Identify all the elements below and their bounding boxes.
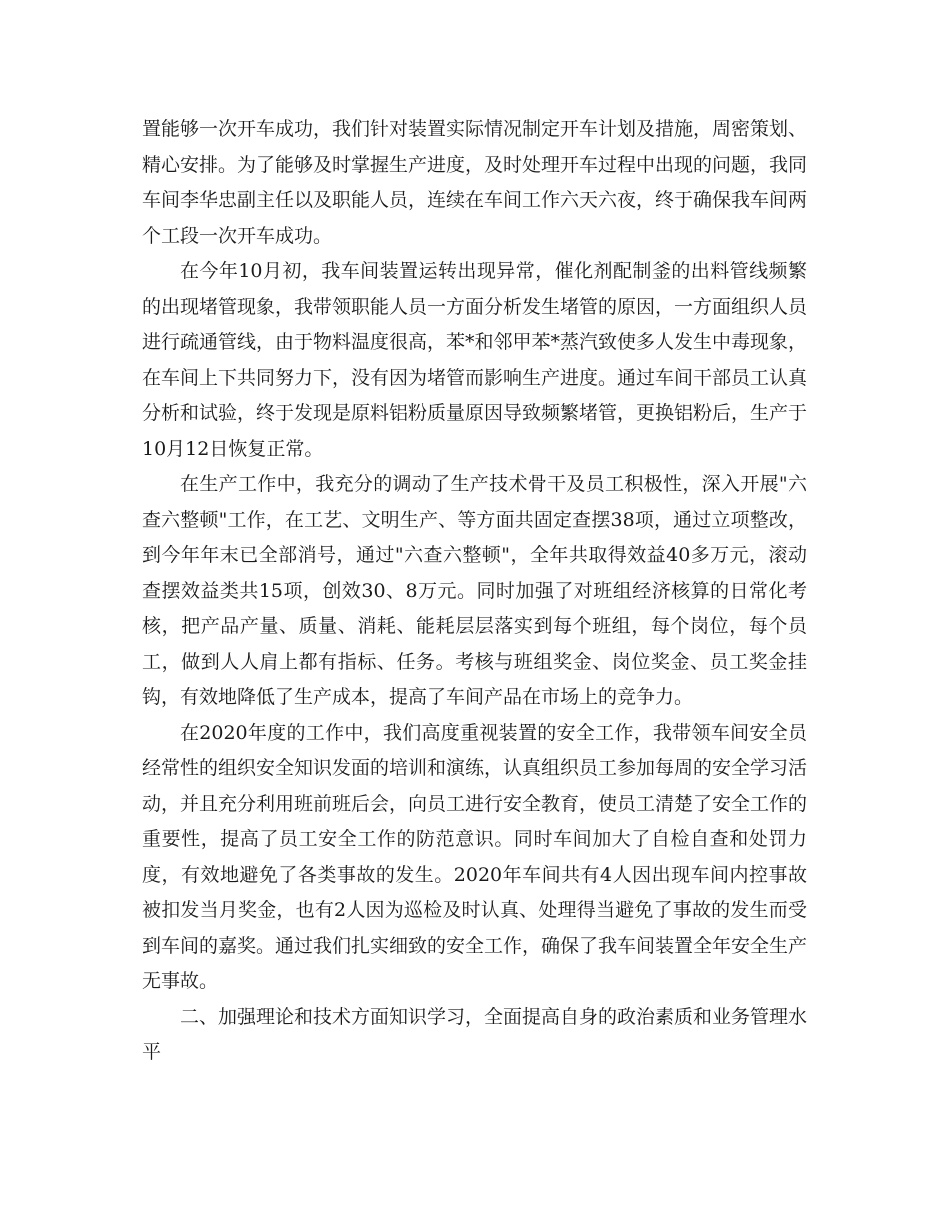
- section-heading-learning: 二、加强理论和技术方面知识学习，全面提高自身的政治素质和业务管理水平: [142, 1005, 808, 1063]
- paragraph-production-work: 在生产工作中，我充分的调动了生产技术骨干及员工积极性，深入开展"六查六整顿"工作，在工艺、文明生产、等方面共固定查摆38项，通过立项整改，到今年年末已全部消号，通过"六查六整顿"，全年共取得效益40多万元，滚动查摆效益类共15项，创效30、8万元。同时加强了对班组经济核算的日常化考核，把产品产量、质量、消耗、能耗层层落实到每个班组，每个岗位，每个员工，做到人人肩上都有指标、任务。考核与班组奖金、岗位奖金、员工奖金挂钩，有效地降低了生产成本，提高了车间产品在市场上的竞争力。: [142, 473, 807, 708]
- paragraph-startup: 置能够一次开车成功，我们针对装置实际情况制定开车计划及措施，周密策划、精心安排。为了能够及时掌握生产进度，及时处理开车过程中出现的问题，我同车间李华忠副主任以及职能人员，连续在车间工作六天六夜，终于确保我车间两个工段一次开车成功。: [142, 118, 808, 247]
- document-page: [142, 112, 807, 1071]
- paragraph-safety-work: 在2020年度的工作中，我们高度重视装置的安全工作，我带领车间安全员经常性的组织安全知识发面的培训和演练，认真组织员工参加每周的安全学习活动，并且充分利用班前班后会，向员工进行安全教育，使员工清楚了安全工作的重要性，提高了员工安全工作的防范意识。同时车间加大了自检自查和处罚力度，有效地避免了各类事故的发生。2020年车间共有4人因出现车间内控事故被扣发当月奖金，也有2人因为巡检及时认真、处理得当避免了事故的发生而受到车间的嘉奖。通过我们扎实细致的安全工作，确保了我车间装置全年安全生产无事故。: [142, 721, 808, 992]
- paragraph-pipe-blockage: 在今年10月初，我车间装置运转出现异常，催化剂配制釜的出料管线频繁的出现堵管现象，我带领职能人员一方面分析发生堵管的原因，一方面组织人员进行疏通管线，由于物料温度很高，苯*和邻甲苯*蒸汽致使多人发生中毒现象，在车间上下共同努力下，没有因为堵管而影响生产进度。通过车间干部员工认真分析和试验，终于发现是原料铝粉质量原因导致频繁堵管，更换铝粉后，生产于10月12日恢复正常。: [142, 260, 808, 460]
